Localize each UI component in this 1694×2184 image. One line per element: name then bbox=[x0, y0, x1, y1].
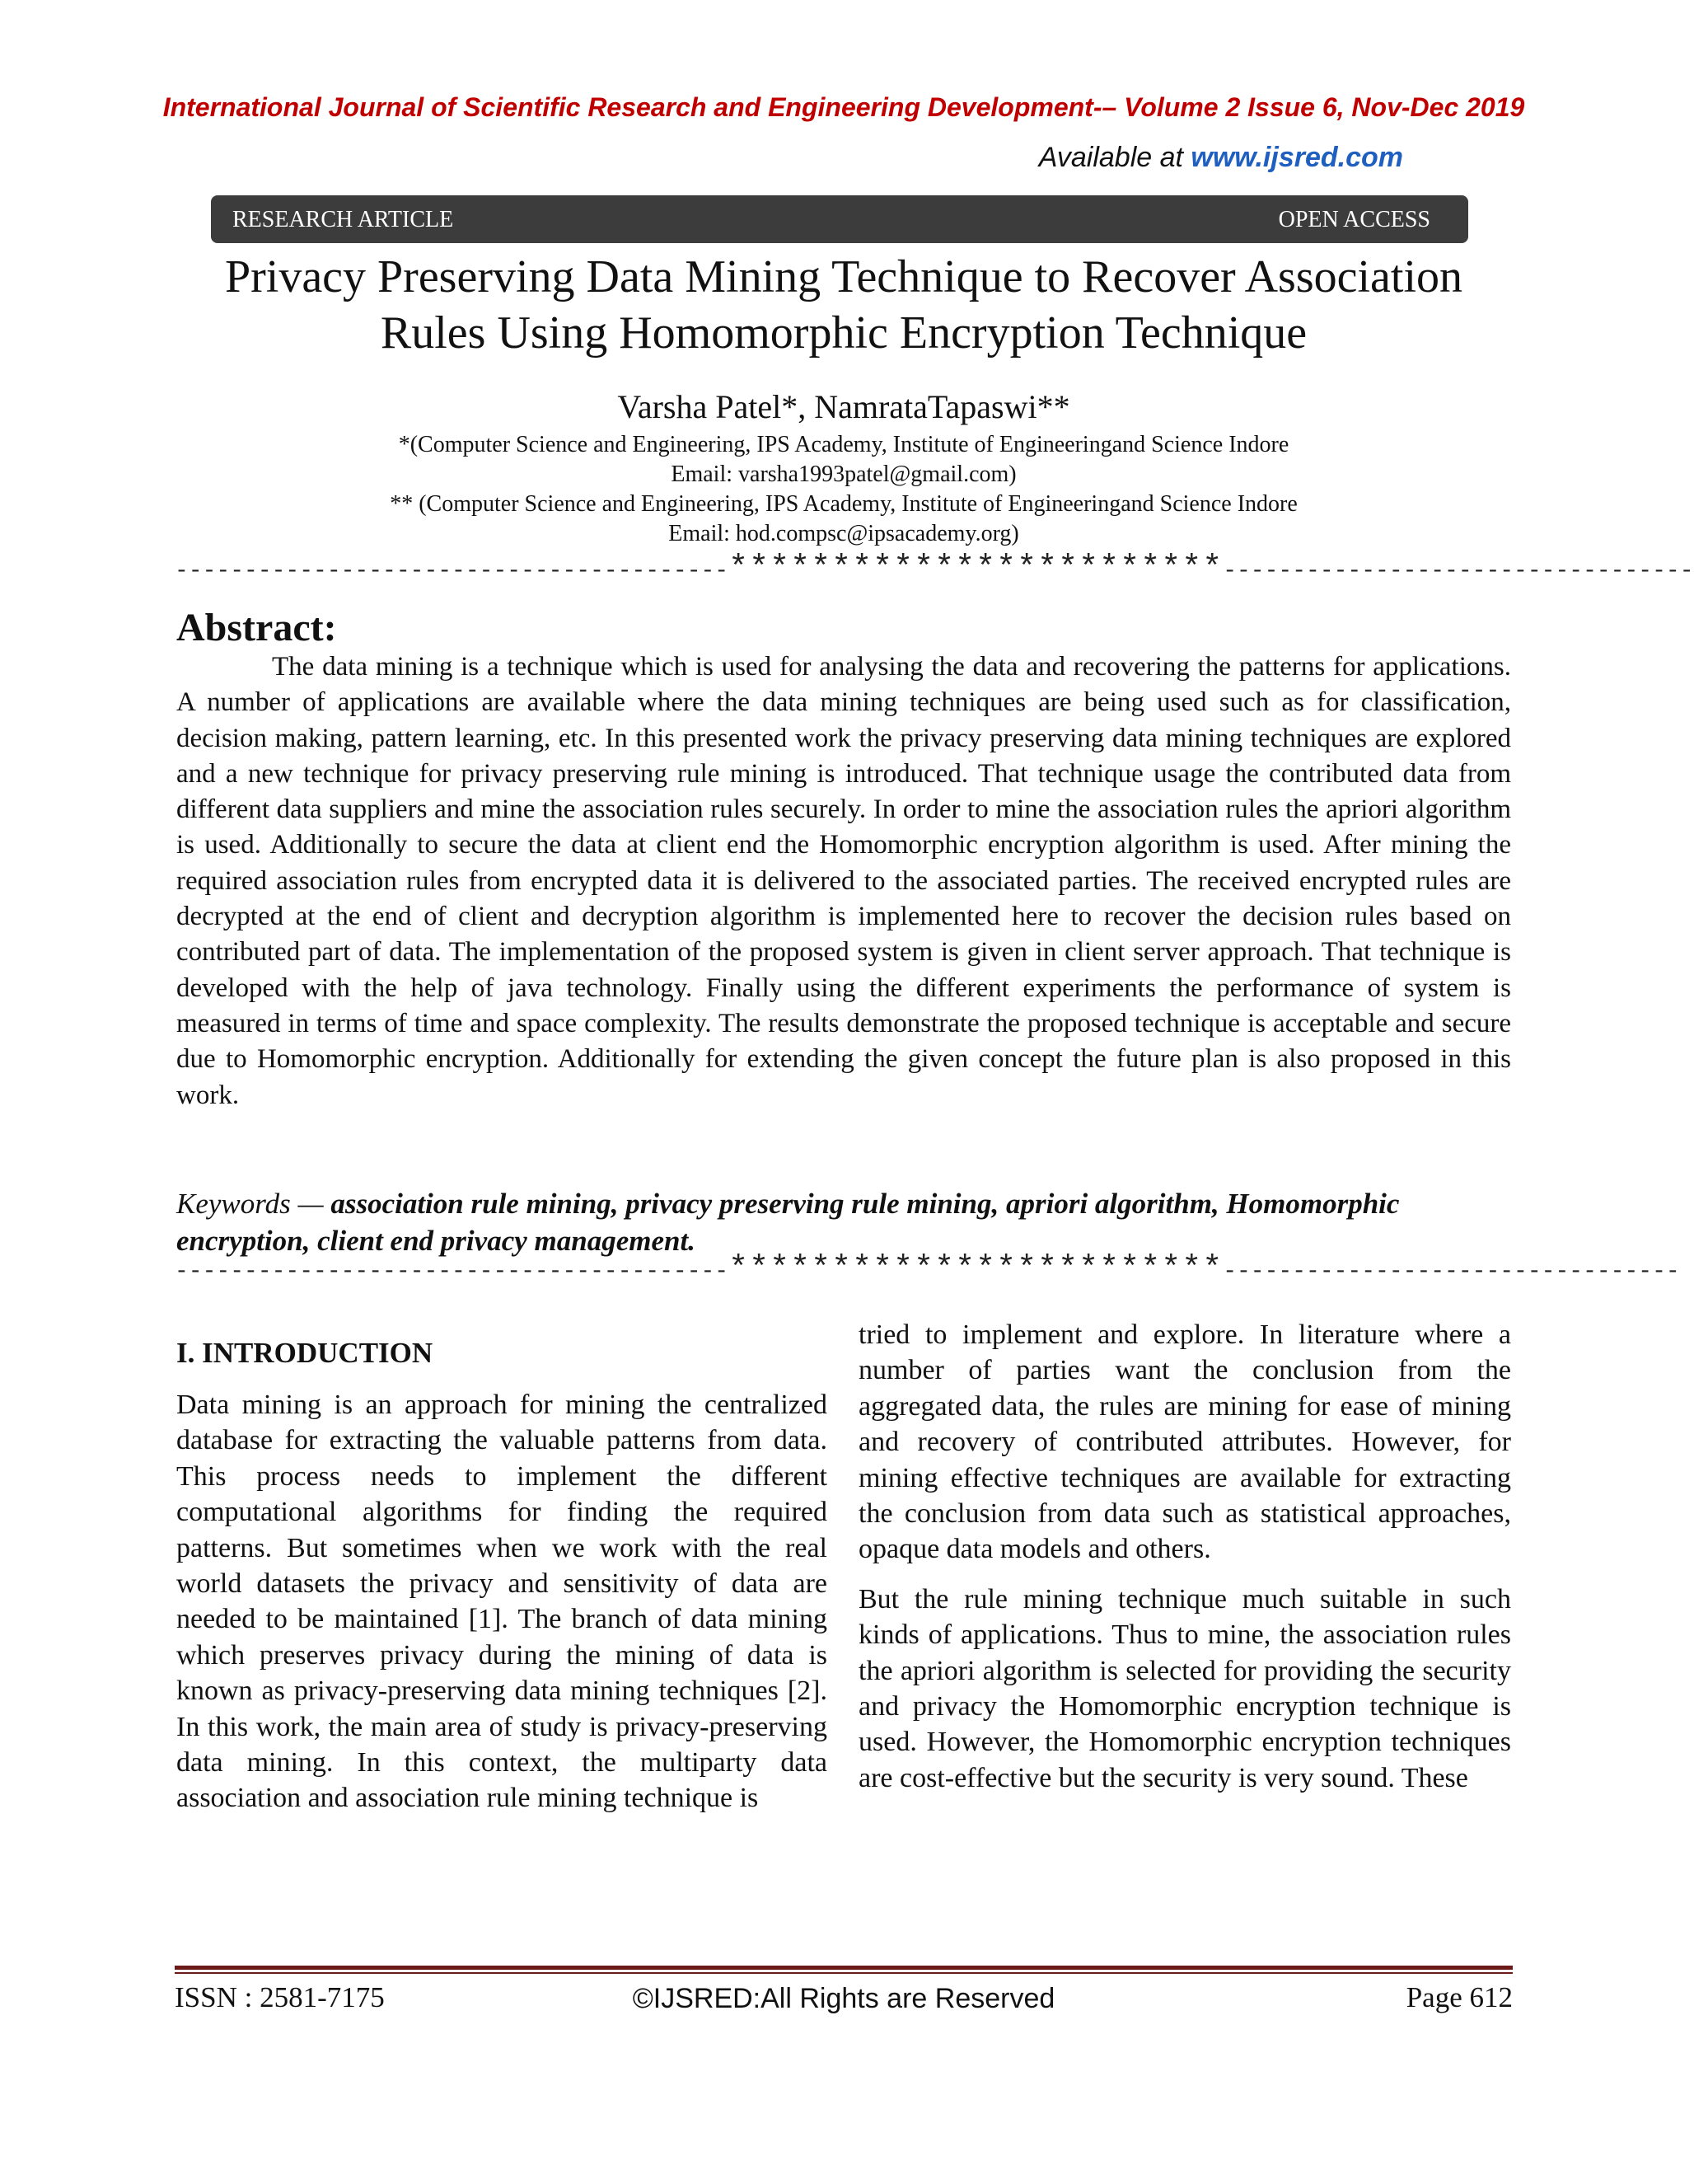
available-prefix: Available at bbox=[1038, 142, 1191, 173]
email-1: Email: varsha1993patel@gmail.com) bbox=[671, 462, 1017, 487]
left-column bbox=[176, 1387, 827, 1816]
affiliation-1: *(Computer Science and Engineering, IPS Academy, Institute of Engineeringand Science Indore bbox=[398, 432, 1289, 457]
abstract-text: The data mining is a technique which is used for analysing the data and recovering the patterns for applications. A number of applications are available where the data mining techniques are being used such as for classification, decision making, pattern learning, etc. In this presented work the privacy preserving data mining techniques are explored and a new technique for privacy preserving rule mining is introduced. That technique usage the contributed data from different data suppliers and mine the association rules securely. In order to mine the association rules the apriori algorithm is used. Additionally to secure the data at client end the Homomorphic encryption algorithm is used. After mining the required association rules from encrypted data it is delivered to the associated parties. The received encrypted rules are decrypted at the end of client and decryption algorithm is implemented here to recover the decision rules based on contributed part of data. The implementation of the proposed system is given in client server approach. That technique is developed with the help of java technology. Finally using the different experiments the performance of system is measured in terms of time and space complexity. The results demonstrate the proposed technique is acceptable and secure due to Homomorphic encryption. Additionally for extending the given concept the future plan is also proposed in this work. bbox=[176, 652, 1511, 1110]
journal-header: International Journal of Scientific Research and Engineering Development-– Volume 2 Issue 6, Nov-Dec 2019 bbox=[162, 92, 1525, 122]
footer-page-number: Page 612 bbox=[1406, 1981, 1513, 2013]
journal-website-link[interactable]: www.ijsred.com bbox=[1191, 142, 1403, 173]
email-2: Email: hod.compsc@ipsacademy.org) bbox=[668, 521, 1019, 546]
article-banner bbox=[211, 195, 1468, 243]
separator-bottom bbox=[175, 1251, 1680, 1288]
page-footer bbox=[175, 1981, 1513, 2018]
banner-research-article: RESEARCH ARTICLE bbox=[232, 207, 454, 232]
separator-stars: ************************ bbox=[728, 1251, 1224, 1288]
affiliation-2: ** (Computer Science and Engineering, IPS Academy, Institute of Engineeringand Science Indore bbox=[390, 491, 1298, 517]
title-line-2: Rules Using Homomorphic Encryption Technique bbox=[380, 307, 1308, 359]
footer-copyright: ©IJSRED:All Rights are Reserved bbox=[632, 1983, 1055, 2014]
abstract-heading: Abstract: bbox=[176, 606, 337, 649]
separator-dashes-right: --------------------------------- bbox=[1223, 1259, 1680, 1285]
intro-paragraph-3: But the rule mining technique much suitable in such kinds of applications. Thus to mine, the association rules the apriori algorithm is selected for providing the security and privacy the Homomorphic encryption technique is used. However, the Homomorphic encryption techniques are cost-effective but the security is very sound. These bbox=[859, 1583, 1511, 1793]
intro-paragraph-1: Data mining is an approach for mining the centralized database for extracting the valuable patterns from data. This process needs to implement the different computational algorithms for finding the required patterns. But sometimes when we work with the real world datasets the privacy and sensitivity of data are needed to be maintained [1]. The branch of data mining which preserves privacy during the mining of data is known as privacy-preserving data mining techniques [2]. In this work, the main area of study is privacy-preserving data mining. In this context, the multiparty data association and association rule mining technique is bbox=[176, 1390, 827, 1814]
keywords bbox=[176, 1185, 1511, 1259]
footer-rule-thin bbox=[175, 1972, 1513, 1974]
separator-stars: ************************ bbox=[728, 551, 1224, 588]
separator-dashes-right: ---------------------------------- bbox=[1223, 559, 1694, 584]
separator-top bbox=[175, 551, 1694, 588]
intro-paragraph-2: tried to implement and explore. In literature where a number of parties want the conclusion from the aggregated data, the rules are mining for ease of mining and recovery of contributed attributes. However, for mining effective techniques are available for extracting the conclusion from data such as statistical approaches, opaque data models and others. bbox=[859, 1319, 1511, 1565]
separator-dashes-left: ---------------------------------------- bbox=[175, 559, 729, 584]
affiliations bbox=[0, 430, 1687, 549]
authors: Varsha Patel*, NamrataTapaswi** bbox=[617, 388, 1070, 425]
keywords-label: Keywords — bbox=[176, 1188, 324, 1220]
paper-title bbox=[165, 249, 1523, 361]
title-line-1: Privacy Preserving Data Mining Technique to Recover Association bbox=[224, 251, 1463, 302]
keywords-list: association rule mining, privacy preserving rule mining, apriori algorithm, Homomorphic encryption, client end privacy management. bbox=[176, 1188, 1400, 1257]
availability-line bbox=[1039, 142, 1403, 174]
right-column bbox=[859, 1317, 1511, 1810]
section-heading-introduction: I. INTRODUCTION bbox=[176, 1337, 433, 1369]
footer-rule bbox=[175, 1966, 1513, 1970]
separator-dashes-left: ---------------------------------------- bbox=[175, 1259, 729, 1285]
banner-open-access: OPEN ACCESS bbox=[1278, 207, 1430, 232]
footer-issn: ISSN : 2581-7175 bbox=[175, 1981, 385, 2013]
